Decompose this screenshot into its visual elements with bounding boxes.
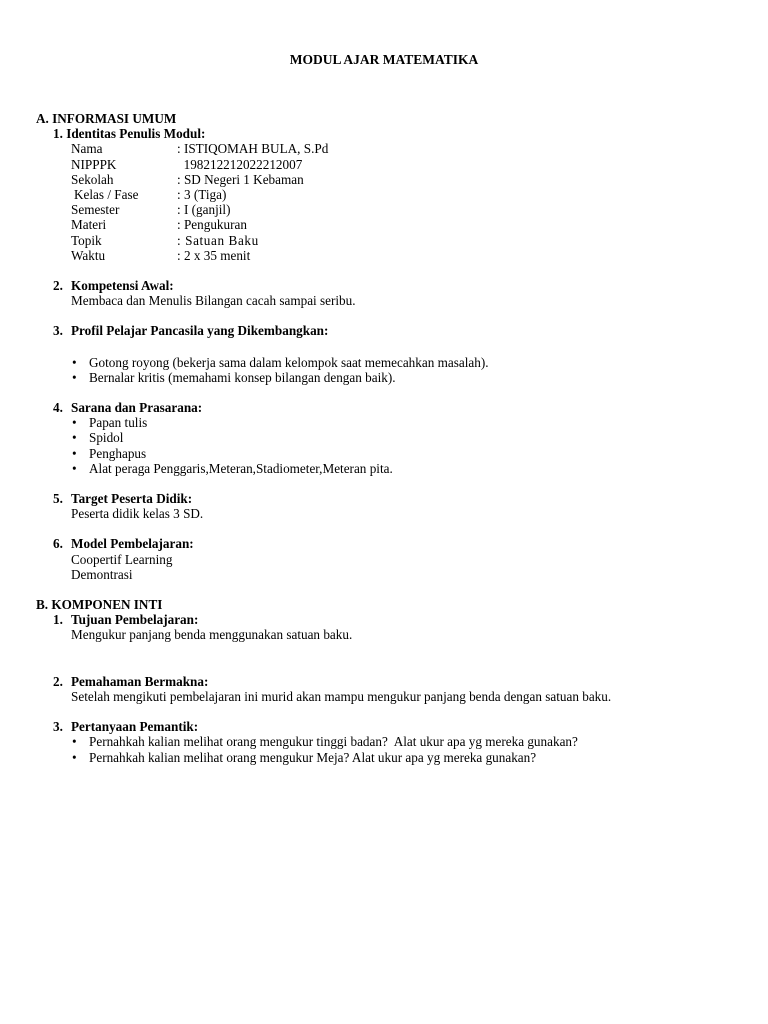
tujuan-heading-text: Tujuan Pembelajaran: — [71, 612, 199, 628]
kompetensi-number: 2. — [53, 278, 63, 294]
pertanyaan-heading-text: Pertanyaan Pemantik: — [71, 719, 199, 735]
list-item: • Pernahkah kalian melihat orang mengukur Meja? Alat ukur apa yg mereka gunakan? — [71, 750, 736, 765]
list-item: • Penghapus — [71, 446, 736, 461]
kompetensi-heading-text: Kompetensi Awal: — [71, 278, 174, 294]
model-line: Demontrasi — [71, 566, 133, 582]
info-value: : ISTIQOMAH BULA, S.Pd — [177, 141, 329, 157]
sarana-heading-text: Sarana dan Prasarana: — [71, 400, 203, 416]
info-row-nipppk — [36, 157, 736, 172]
info-label: Kelas / Fase — [74, 187, 139, 203]
list-item: • Alat peraga Penggaris,Meteran,Stadiometer,Meteran pita. — [71, 461, 736, 476]
model-line: Coopertif Learning — [71, 551, 173, 567]
info-value: 198212212022212007 — [177, 156, 303, 172]
info-label: Materi — [71, 217, 107, 233]
info-row-nama — [36, 141, 736, 156]
list-item: • Papan tulis — [71, 415, 736, 430]
model-heading-text: Model Pembelajaran: — [71, 536, 194, 552]
identitas-heading — [36, 126, 736, 141]
pertanyaan-number: 3. — [53, 719, 63, 735]
info-row-waktu — [36, 248, 736, 263]
tujuan-heading — [36, 612, 736, 627]
sarana-number: 4. — [53, 400, 63, 416]
pemahaman-heading-text: Pemahaman Bermakna: — [71, 673, 209, 689]
list-item: • Spidol — [71, 430, 736, 445]
info-value: : Satuan Baku — [177, 232, 259, 248]
list-item: • Gotong royong (bekerja sama dalam kelompok saat memecahkan masalah). — [71, 355, 736, 370]
target-number: 5. — [53, 491, 63, 507]
pemahaman-text: Setelah mengikuti pembelajaran ini murid akan mampu mengukur panjang benda dengan satuan baku. — [71, 688, 612, 704]
kompetensi-text: Membaca dan Menulis Bilangan cacah sampai seribu. — [71, 293, 356, 309]
document-title: MODUL AJAR MATEMATIKA — [289, 52, 479, 67]
list-item: • Pernahkah kalian melihat orang mengukur tinggi badan? Alat ukur apa yg mereka gunakan? — [71, 734, 736, 749]
info-value: : I (ganjil) — [177, 202, 231, 218]
section-a-heading: A. INFORMASI UMUM — [36, 111, 177, 126]
model-heading — [36, 536, 736, 551]
pemahaman-number: 2. — [53, 673, 63, 689]
info-value: : Pengukuran — [177, 217, 247, 233]
info-value: : 2 x 35 menit — [177, 247, 251, 263]
info-row-sekolah — [36, 172, 736, 187]
target-text: Peserta didik kelas 3 SD. — [71, 506, 204, 522]
info-value: : SD Negeri 1 Kebaman — [177, 171, 304, 187]
info-row-kelas — [36, 187, 736, 202]
kompetensi-heading — [36, 278, 736, 293]
info-label: Topik — [71, 232, 102, 248]
list-item: • Bernalar kritis (memahami konsep bilangan dengan baik). — [71, 370, 736, 385]
info-row-materi — [36, 217, 736, 232]
model-number: 6. — [53, 536, 63, 552]
info-label: Sekolah — [71, 171, 114, 187]
tujuan-number: 1. — [53, 612, 63, 628]
identitas-heading-text: 1. Identitas Penulis Modul: — [53, 126, 206, 142]
pertanyaan-heading — [36, 719, 736, 734]
info-value: : 3 (Tiga) — [177, 187, 227, 203]
sarana-list — [36, 415, 736, 476]
info-label: Nama — [71, 141, 103, 157]
info-label: Waktu — [71, 247, 106, 263]
target-heading — [36, 491, 736, 506]
info-row-semester — [36, 202, 736, 217]
sarana-heading — [36, 400, 736, 415]
section-b-heading: B. KOMPONEN INTI — [36, 597, 163, 613]
profil-heading — [36, 323, 736, 338]
profil-heading-text: Profil Pelajar Pancasila yang Dikembangkan: — [71, 323, 329, 339]
target-heading-text: Target Peserta Didik: — [71, 491, 193, 507]
document-body — [36, 111, 736, 765]
pertanyaan-list — [36, 734, 736, 764]
profil-number: 3. — [53, 323, 63, 339]
info-label: Semester — [71, 202, 120, 218]
info-row-topik — [36, 233, 736, 248]
info-label: NIPPPK — [71, 156, 117, 172]
pemahaman-heading — [36, 674, 736, 689]
profil-list — [36, 355, 736, 385]
tujuan-text: Mengukur panjang benda menggunakan satuan baku. — [71, 627, 353, 643]
